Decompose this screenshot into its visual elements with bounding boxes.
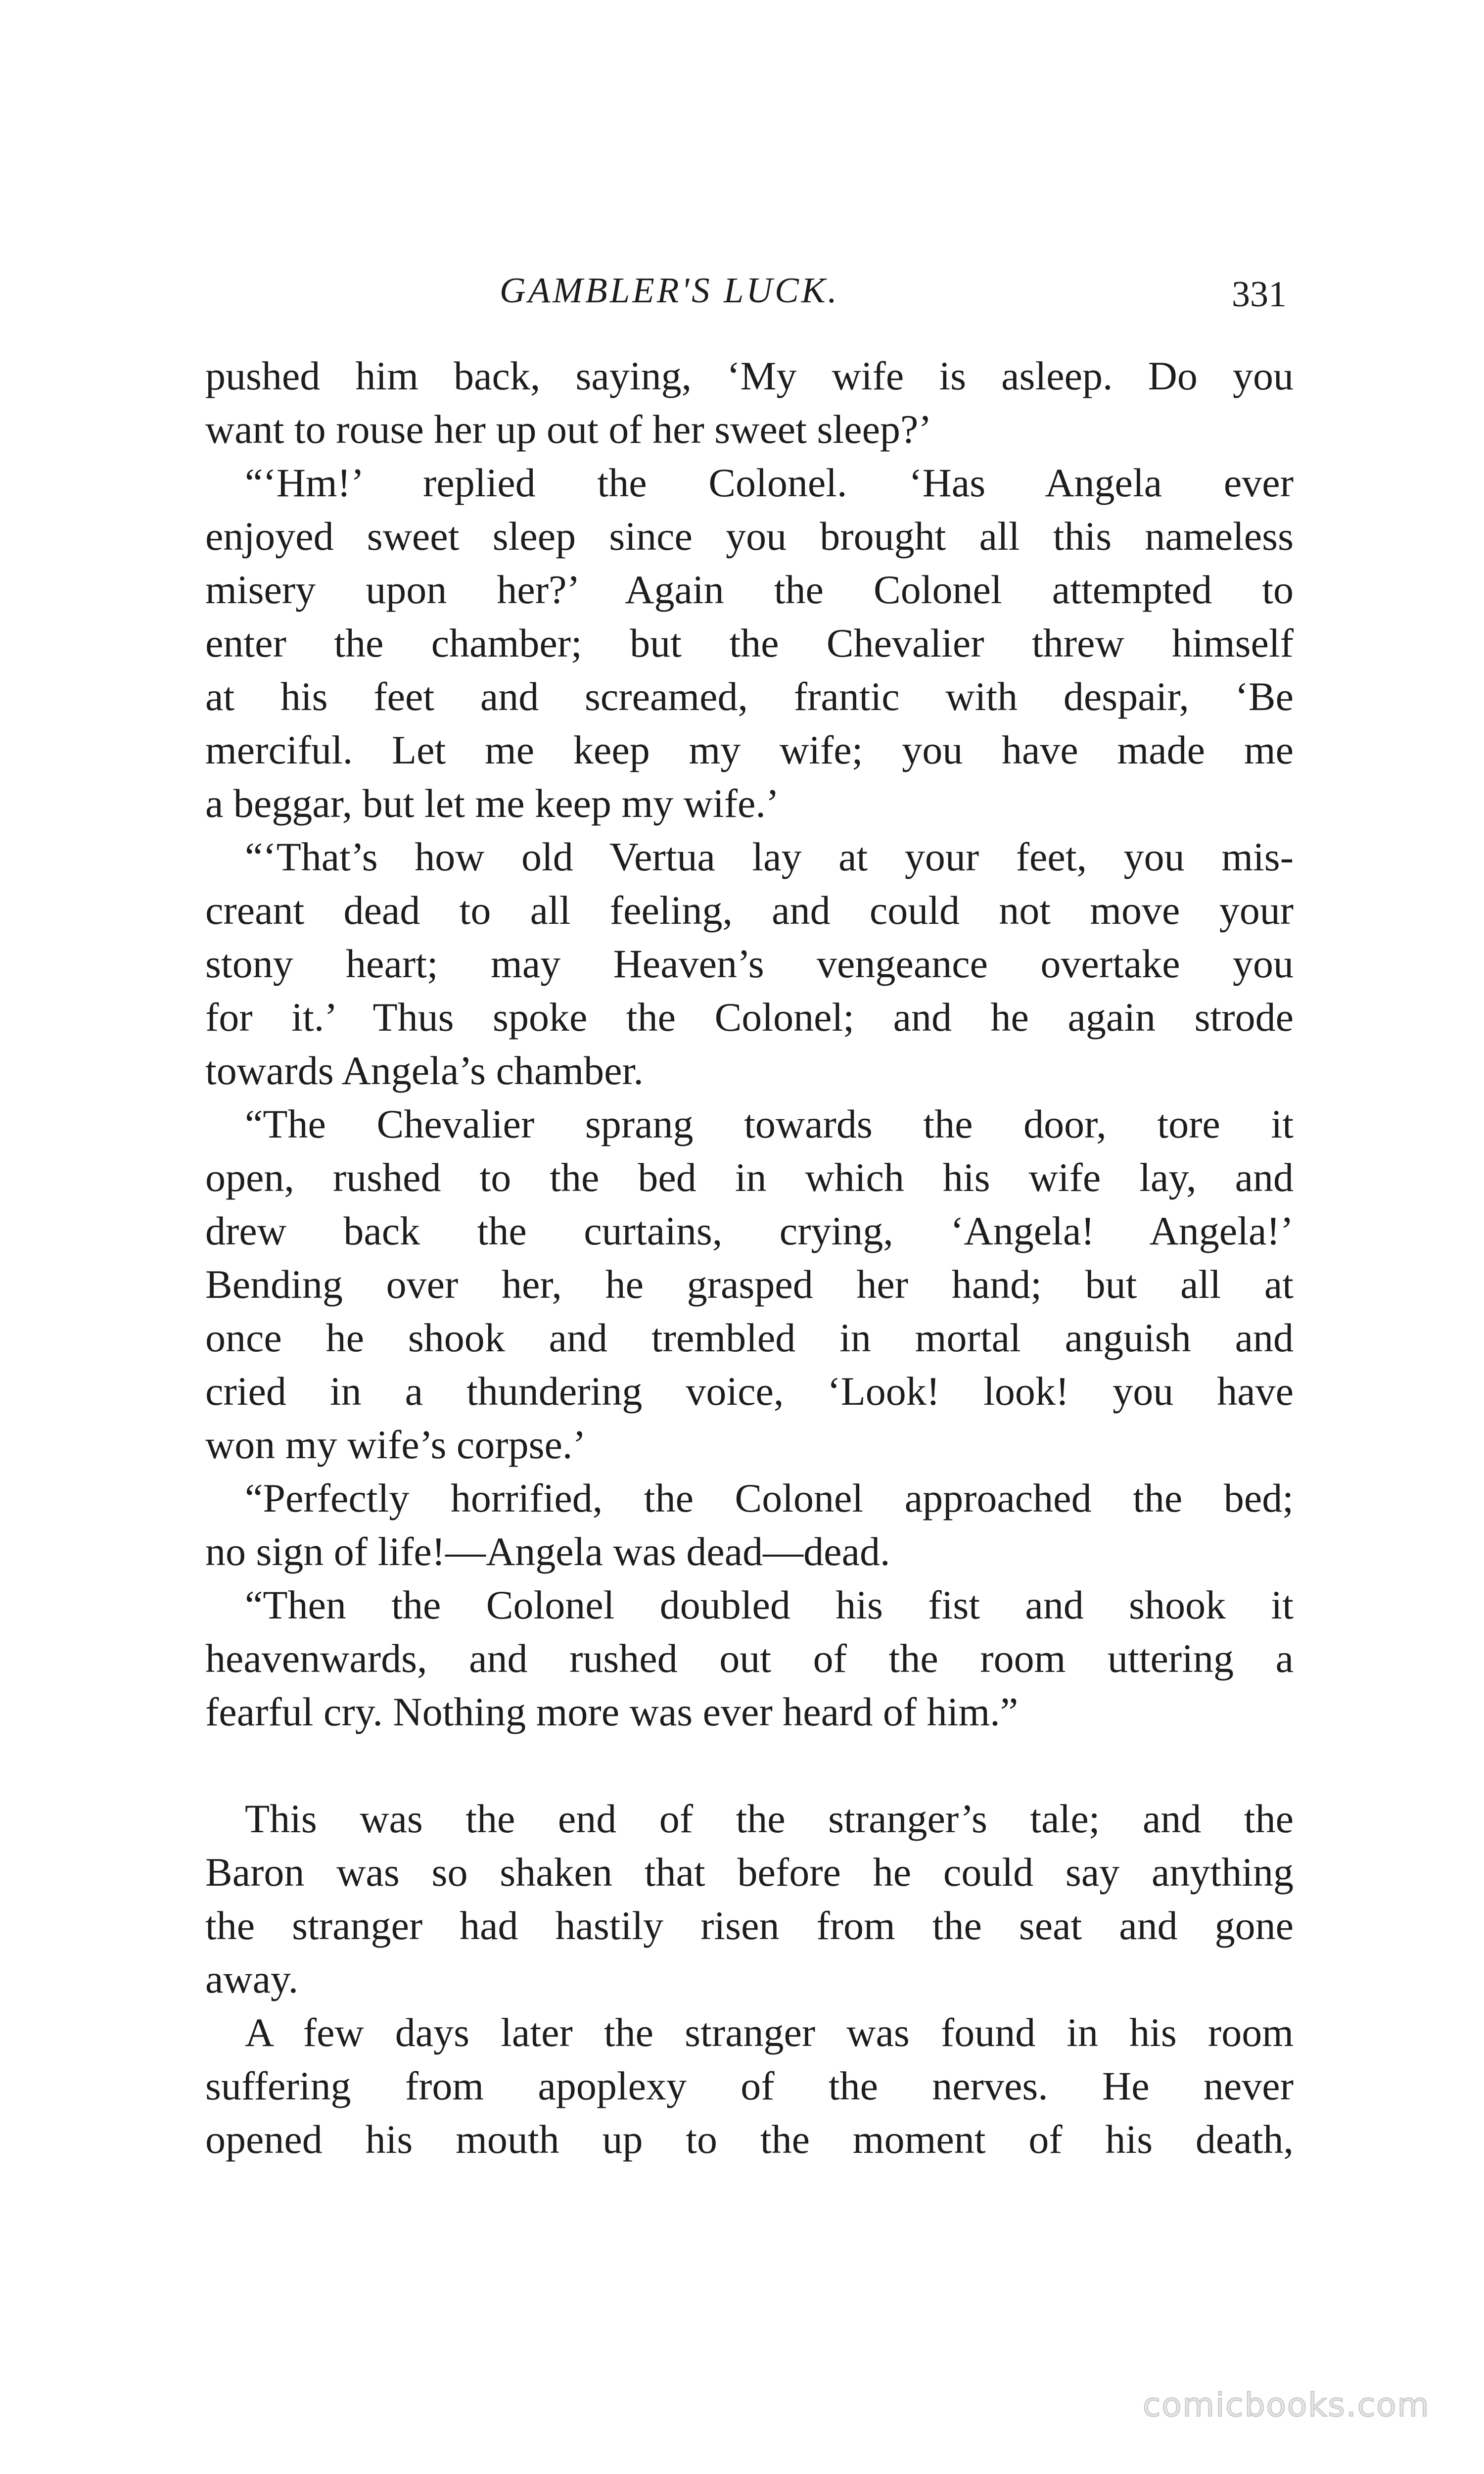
section-break xyxy=(205,1739,1294,1792)
paragraph xyxy=(205,830,1294,1097)
text-line: merciful. Let me keep my wife; you have made me xyxy=(205,727,1294,772)
text-line: away. xyxy=(205,1956,299,2001)
paragraph xyxy=(205,349,1294,456)
text-line: no sign of life!—Angela was dead—dead. xyxy=(205,1529,890,1574)
text-line: “Then the Colonel doubled his fist and shook it xyxy=(245,1582,1294,1627)
text-line: for it.’ Thus spoke the Colonel; and he again strode xyxy=(205,995,1294,1040)
paragraph xyxy=(205,1792,1294,2006)
page-number: 331 xyxy=(1232,274,1287,315)
text-line: want to rouse her up out of her sweet sleep?’ xyxy=(205,407,932,452)
text-line: towards Angela’s chamber. xyxy=(205,1048,644,1093)
text-line: This was the end of the stranger’s tale; and the xyxy=(245,1796,1294,1841)
text-line: “Perfectly horrified, the Colonel approached the bed; xyxy=(245,1475,1294,1521)
text-line: “The Chevalier sprang towards the door, tore it xyxy=(245,1101,1294,1146)
text-line: cried in a thundering voice, ‘Look! look! you have xyxy=(205,1369,1294,1414)
text-line: misery upon her?’ Again the Colonel attempted to xyxy=(205,567,1294,612)
text-line: the stranger had hastily risen from the seat and gone xyxy=(205,1903,1294,1948)
running-title: GAMBLER'S LUCK. xyxy=(500,270,839,310)
text-line: drew back the curtains, crying, ‘Angela! Angela!’ xyxy=(205,1208,1294,1253)
text-line: enjoyed sweet sleep since you brought all this nameless xyxy=(205,514,1294,559)
text-line: A few days later the stranger was found in his room xyxy=(245,2010,1294,2055)
text-line: “‘That’s how old Vertua lay at your feet, you mis- xyxy=(245,834,1294,879)
text-line: “‘Hm!’ replied the Colonel. ‘Has Angela ever xyxy=(245,460,1294,505)
text-line: open, rushed to the bed in which his wife lay, and xyxy=(205,1155,1294,1200)
text-line: creant dead to all feeling, and could not move your xyxy=(205,888,1294,933)
paragraph xyxy=(205,2006,1294,2166)
text-line: won my wife’s corpse.’ xyxy=(205,1422,586,1467)
paragraph xyxy=(205,1472,1294,1578)
text-line: stony heart; may Heaven’s vengeance overtake you xyxy=(205,941,1294,986)
text-line: once he shook and trembled in mortal anguish and xyxy=(205,1315,1294,1360)
text-line: enter the chamber; but the Chevalier threw himself xyxy=(205,620,1294,666)
text-line: suffering from apoplexy of the nerves. He never xyxy=(205,2063,1294,2108)
paragraph xyxy=(205,456,1294,830)
text-line: at his feet and screamed, frantic with despair, ‘Be xyxy=(205,674,1294,719)
paragraph xyxy=(205,1578,1294,1739)
running-header xyxy=(0,270,1484,324)
paragraph xyxy=(205,1097,1294,1472)
body-text xyxy=(205,349,1294,2166)
text-line: opened his mouth up to the moment of his death, xyxy=(205,2117,1294,2162)
text-line: pushed him back, saying, ‘My wife is asleep. Do you xyxy=(205,353,1294,398)
text-line: Bending over her, he grasped her hand; but all at xyxy=(205,1262,1294,1307)
text-line: a beggar, but let me keep my wife.’ xyxy=(205,781,780,826)
text-line: Baron was so shaken that before he could say anything xyxy=(205,1850,1294,1895)
text-line: fearful cry. Nothing more was ever heard of him.” xyxy=(205,1689,1019,1734)
watermark-logo: comicbooks.com xyxy=(1143,2386,1430,2424)
text-line: heavenwards, and rushed out of the room uttering a xyxy=(205,1636,1294,1681)
